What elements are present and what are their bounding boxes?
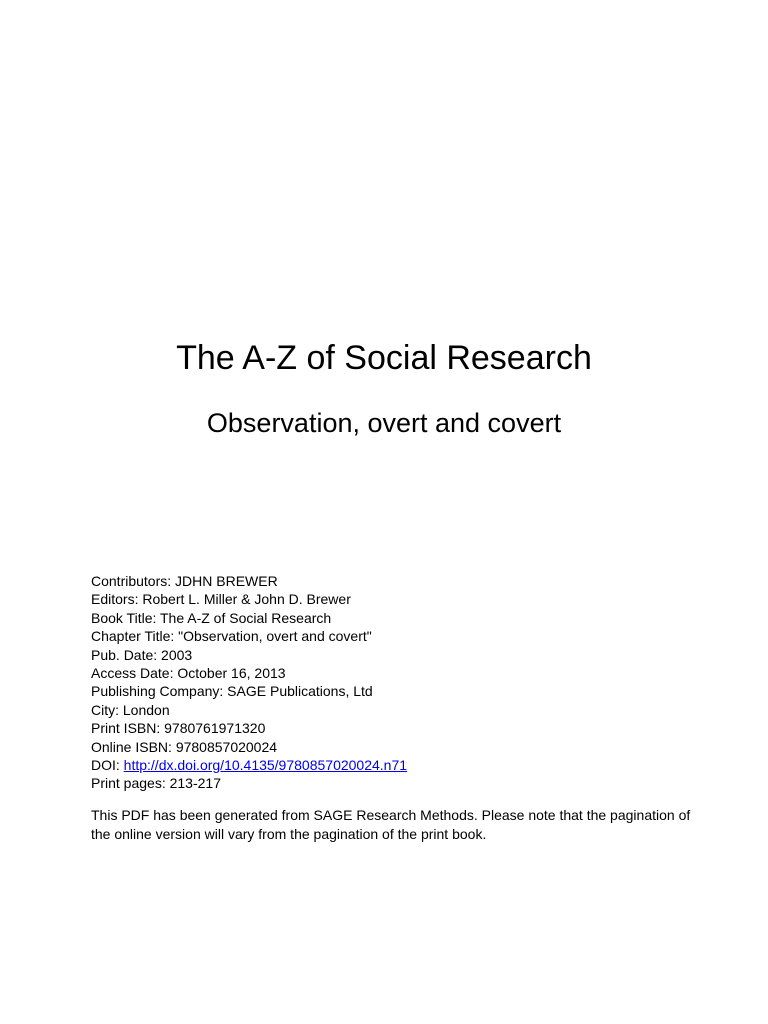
document-subtitle: Observation, overt and covert xyxy=(206,408,562,438)
citation-metadata xyxy=(91,572,711,793)
city-line: City: London xyxy=(91,701,170,718)
print-pages-line: Print pages: 213-217 xyxy=(91,775,221,792)
print-isbn-line: Print ISBN: 9780761971320 xyxy=(91,720,266,737)
publishing-company-line: Publishing Company: SAGE Publications, Ltd xyxy=(91,683,373,700)
chapter-title-line: Chapter Title: "Observation, overt and covert" xyxy=(91,628,372,645)
doi-link[interactable]: http://dx.doi.org/10.4135/9780857020024.n71 xyxy=(123,757,408,774)
access-date-line: Access Date: October 16, 2013 xyxy=(91,665,286,682)
doi-line xyxy=(91,756,711,774)
document-title: The A-Z of Social Research xyxy=(176,339,592,377)
pagination-notice: This PDF has been generated from SAGE Research Methods. Please note that the pagination of the online version will vary from the pagination of the print book. xyxy=(91,807,691,842)
online-isbn-line: Online ISBN: 9780857020024 xyxy=(91,738,278,755)
book-title-line: Book Title: The A-Z of Social Research xyxy=(91,609,332,626)
pub-date-line: Pub. Date: 2003 xyxy=(91,646,193,663)
editors-line: Editors: Robert L. Miller & John D. Brewer xyxy=(91,591,351,608)
doi-label: DOI: xyxy=(91,757,124,774)
contributors-line: Contributors: JDHN BREWER xyxy=(91,573,278,589)
